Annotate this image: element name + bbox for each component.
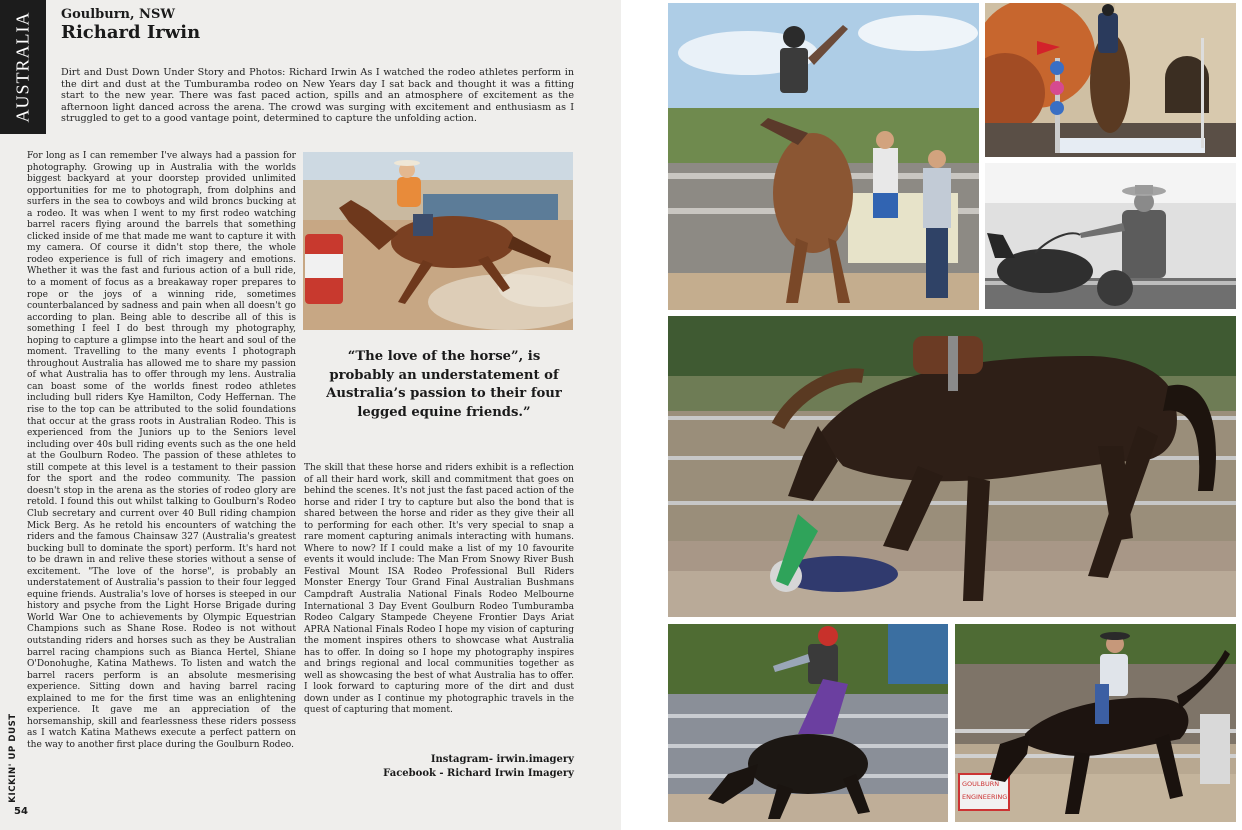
facebook-page: Facebook - Richard Irwin Imagery: [383, 768, 574, 779]
magazine-name: KICKIN' UP DUST: [8, 713, 18, 803]
page-number: 54: [14, 806, 28, 817]
horse-jump-photo: [985, 3, 1236, 157]
article-author: Richard Irwin: [61, 22, 201, 43]
bull-rider-purple-photo: [668, 624, 948, 822]
roper-bw-photo: [985, 163, 1236, 309]
instagram-handle: Instagram- irwin.imagery: [430, 754, 574, 765]
bucking-horse-photo: [668, 316, 1236, 617]
body-column-1: For long as I can remember I've always had a passion for photography. Growing up in Australia with the worlds biggest backyard at your doorstep provided unlimited opportunities for me to photograph, from dolphins and surfers in the sea to cowboys and wild broncs bucking at a rodeo. It was when I went to my first rodeo watching barrel racers flying around the barrels that something clicked inside of me that made me want to capture it with my camera. Of course it didn't stop there, the whole rodeo experience is full of rich imagery and emotions. Whether it was the fast and furious action of a bull ride, to a moment of focus as a breakaway roper prepares to rope or the joys of a winning ride, sometimes counterbalanced by sadness and pain when all doesn't go according to plan. Being able to describe all of this is something I feel I do best through my photography, hoping to capture a glimpse into the heart and soul of the moment. Travelling to the many events I photograph throughout Australia has allowed me to share my passion of what Australia has to offer through my lens. Australia can boast some of the worlds finest rodeo athletes including bull riders Kye Hamilton, Cody Heffernan. The rise to the top can be attributed to the solid foundations that occur at the grass roots in Australian Rodeo. This is experienced from the Juniors up to the Seniors level including over 40s bull riding events such as the one held at the Goulburn Rodeo. The passion of these athletes to still compete at this level is a testament to their passion for the sport and the rodeo community. The passion doesn't stop in the arena as the stories of rodeo glory are retold. I found this out whilst talking to Goulburn's Rodeo Club secretary and current over 40 Bull riding champion Mick Berg. As he retold his encounters of watching the riders and the famous Chainsaw 327 (Australia's greatest bucking bull to dominate the sport) perform. It's hard not to be drawn in and relive these stories without a sense of excitement. "The love of the horse", is probably an understatement of Australia's passion to their four legged equine friends. Australia's love of horses is steeped in our history and psyche from the Light Horse Brigade during World War One to achievements by Olympic Equestrian Champions such as Shane Rose. Rodeo is not without outstanding riders and horses such as they be Australian barrel racing champions such as Bianca Hertel, Shiane O'Donohughe, Katina Mathews. To listen and watch the barrel racers perform is an absolute mesmerising experience. Sitting down and having barrel racing explained to me for the first time was an enlightening experience. It gave me an appreciation of the horsemanship, skill and fearlessness these riders possess as I watch Katina Mathews execute a perfect pattern on the way to another first place during the Goulburn Rodeo.: [27, 151, 296, 750]
article-intro: Dirt and Dust Down Under Story and Photos: Richard Irwin As I watched the rodeo athletes perform in the dirt and dust at the Tumburamba rodeo on New Years day I sat back and thought it was a fitting start to the new year. There was fast paced action, spills and an atmosphere of excitement as the afternoon light danced across the arena. The crowd was surging with excitement and enthusiasm as I struggled to get to a good vantage point, determined to capture the unfolding action.: [61, 67, 574, 125]
barrel-racer-photo: [303, 152, 573, 330]
body-column-2: The skill that these horse and riders exhibit is a reflection of all their hard work, skill and commitment that goes on behind the scenes. It's not just the fast paced action of the horse and rider I try to capture but also the bond that is shared between the horse and rider as they give their all to performing for each other. It's very special to snap a rare moment capturing animals interacting with humans. Where to now? If I could make a list of my 10 favourite events it would include: The Man From Snowy River Bush Festival Mount ISA Rodeo Professional Bull Riders Monster Energy Tour Grand Final Australian Bushmans Campdraft Australia National Finals Rodeo Melbourne International 3 Day Event Goulburn Rodeo Tumburamba Rodeo Calgary Stampede Cheyene Frontier Days Ariat APRA National Finals Rodeo I hope my vision of capturing the moment inspires others to showcase what Australia has to offer. In doing so I hope my photography inspires and brings regional and local communities together as well as showcasing the best of what Australia has to offer. I look forward to capturing more of the dirt and dust down under as I continue my photographic travels in the quest of capturing that moment.: [304, 463, 574, 716]
pull-quote: “The love of the horse”, is probably an understatement of Australia’s passion to their four legged equine friends.”: [326, 349, 562, 420]
article-location: Goulburn, NSW: [61, 7, 175, 22]
banner-text-line-2: ENGINEERING: [962, 793, 1008, 801]
bronc-rider-photo: [955, 624, 1236, 822]
bull-rider-photo: [668, 3, 979, 310]
section-label: AUSTRALIA: [12, 11, 33, 123]
banner-text-line-1: GOULBURN: [962, 780, 1000, 788]
section-tab: [0, 0, 46, 134]
